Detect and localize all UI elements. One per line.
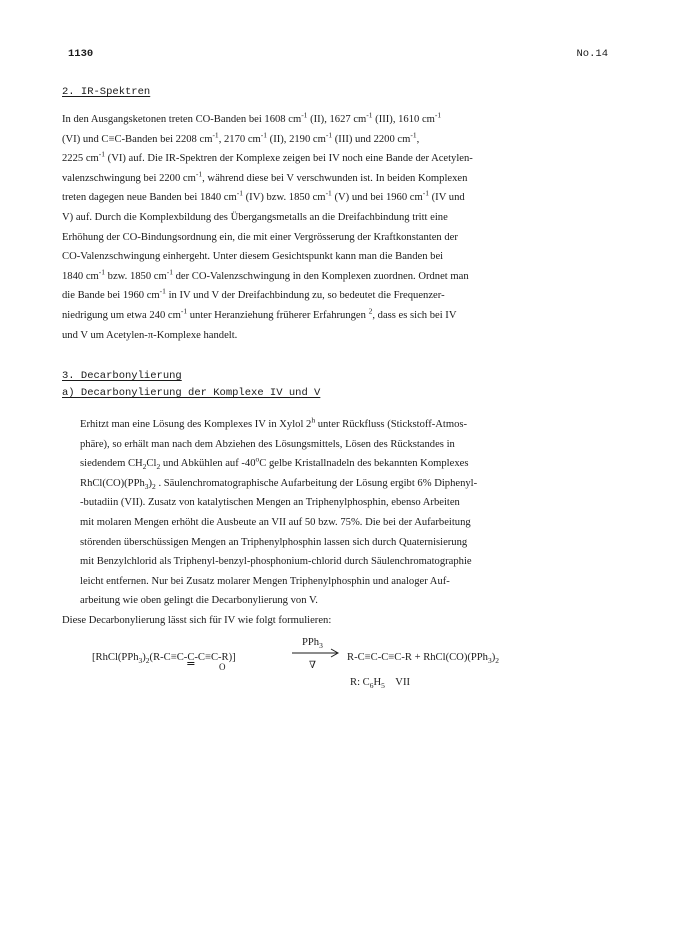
text-line: 1840 $cm^{-1}$ bzw. 1850 $cm^{-1}$ der CO-Valenzschwingung in den Komplexen zuordnen. Ordnet man xyxy=(62,267,469,282)
text-line: arbeitung wie oben gelingt die Decarbonylierung von V. xyxy=(80,595,318,607)
text-line: mit molaren Mengen erhöht die Ausbeute an VII auf 50 bzw. 75%. Die bei der Aufarbeitung xyxy=(80,517,471,528)
text-line: (VI) und C≡C-Banden bei 2208 $cm^{-1}$, 2170 $cm^{-1}$ (II), 2190 $cm^{-1}$ (III) und 2200 $cm^{-1}$, xyxy=(62,130,420,145)
text-line: die Bande bei 1960 $cm^{-1}$ in IV und V der Dreifachbindung zu, so bedeutet die Frequenzer- xyxy=(62,286,445,302)
text-line: und V um Acetylen-π-Komplexe handelt. xyxy=(62,329,238,341)
text-line: -butadiin (VII). Zusatz von katalytischen Mengen an Triphenylphosphin, ebenso Arbeiten xyxy=(80,497,460,509)
text-line: phäre), so erhält man nach dem Abziehen des Lösungsmittels, Lösen des Rückstandes in xyxy=(80,438,455,450)
text-line: 2225 $cm^{-1}$ (VI) auf. Die IR-Spektren der Komplexe zeigen bei IV noch eine Bande der Acetylen- xyxy=(62,149,473,165)
text-line: mit Benzylchlorid als Triphenyl-benzyl-phosphonium-chlorid durch Säulenchromatographie xyxy=(80,556,472,568)
equation-reactant: $[RhCl(PPh_3)_2(R-C\equiv C-C-C\equiv C-R)]$ xyxy=(92,652,236,666)
equation-carbonyl-oxygen: O xyxy=(219,662,226,672)
issue-number: No.14 xyxy=(576,48,608,60)
text-line: Erhitzt man eine Lösung des Komplexes IV in Xylol 2$^h$ unter Rückfluss (Stickstoff-Atmos- xyxy=(80,415,468,430)
text-line: valenzschwingung bei 2200 $cm^{-1}$, während diese bei V verschwunden ist. In beiden Komplexen xyxy=(62,169,468,184)
equation-reagent: PPh$_3$ xyxy=(302,637,323,651)
reaction-arrow xyxy=(292,648,340,658)
text-line: V) auf. Durch die Komplexbildung des Übergangsmetalls an die Dreifachbindung tritt eine xyxy=(62,212,448,223)
section-heading-decarbonylation: 3. Decarbonylierung xyxy=(62,370,182,382)
text-line: Diese Decarbonylierung lässt sich für IV wie folgt formulieren: xyxy=(62,615,332,626)
text-line: störenden überschüssigen Mengen an Triphenylphosphin lassen sich durch Quaternisierung xyxy=(80,536,468,548)
subsection-heading-decarbonylation: a) Decarbonylierung der Komplexe IV und V xyxy=(62,387,321,399)
text-line: CO-Valenzschwingung einhergeht. Unter diesem Gesichtspunkt kann man die Banden bei xyxy=(62,251,444,263)
equation-r-definition: R: $C_6H_5$ VII xyxy=(350,677,410,691)
text-line: In den Ausgangsketonen treten CO-Banden bei 1608 $cm^{-1}$ (II), 1627 $cm^{-1}$ (III), 1610 $cm^{-1}$ xyxy=(62,110,442,125)
text-line: $RhCl(CO)(PPh_3)_2$ . Säulenchromatographische Aufarbeitung der Lösung ergibt 6% Diphenyl- xyxy=(80,477,478,491)
text-line: niedrigung um etwa 240 $cm^{-1}$ unter Heranziehung früherer Erfahrungen $^2$, dass es sich bei IV xyxy=(62,306,457,321)
section-heading-ir: 2. IR-Spektren xyxy=(62,86,151,98)
page-number: 1130 xyxy=(68,48,94,60)
text-line: siedendem $CH_2Cl_2$ und Abkühlen auf -40$^o$C gelbe Kristallnadeln des bekannten Komplexes xyxy=(80,454,469,472)
text-line: treten dagegen neue Banden bei 1840 $cm^{-1}$ (IV) bzw. 1850 $cm^{-1}$ (V) und bei 1960 $cm^{-1}$ (IV und xyxy=(62,188,465,204)
heat-symbol: ∇ xyxy=(309,660,316,671)
text-line: leicht entfernen. Nur bei Zusatz molarer Mengen Triphenylphosphin und analoger Auf- xyxy=(80,575,450,587)
text-line: Erhöhung der CO-Bindungsordnung ein, die mit einer Vergrösserung der Kraftkonstanten der xyxy=(62,231,458,243)
equation-product: $R-C\equiv C-C\equiv C-R + RhCl(CO)(PPh_3)_2$ xyxy=(347,652,499,666)
